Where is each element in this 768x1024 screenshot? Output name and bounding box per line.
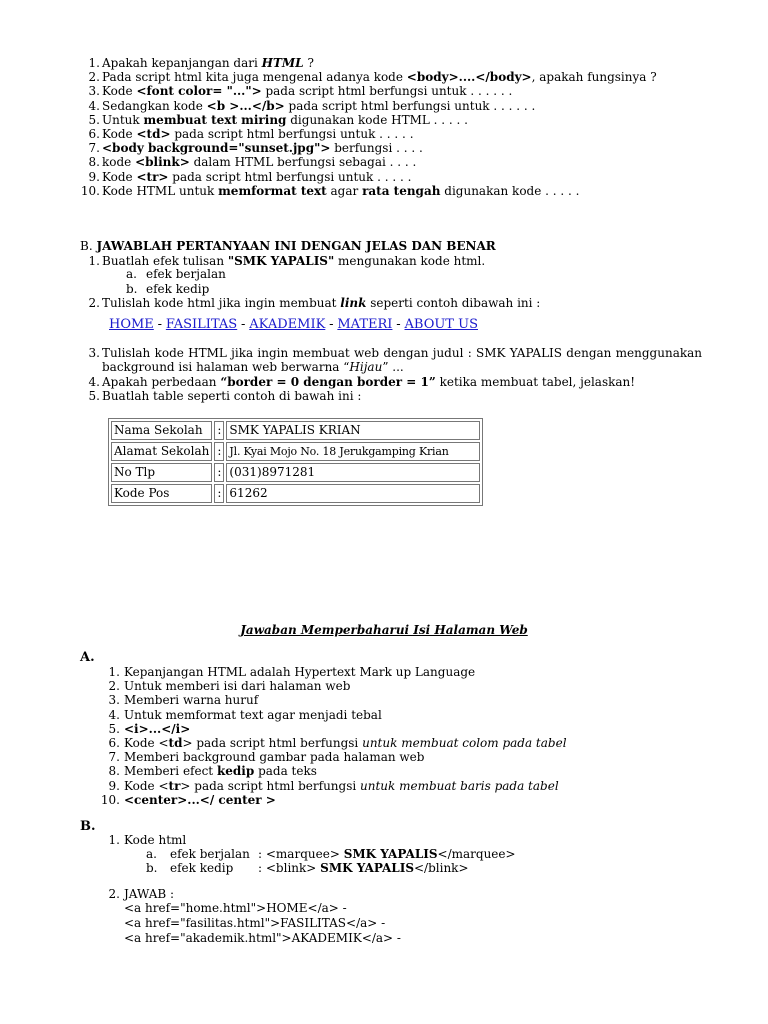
sub-letter: b. xyxy=(146,861,158,875)
item-number: 2. xyxy=(88,70,100,85)
question-number: 5. xyxy=(88,389,100,403)
item-text xyxy=(124,793,276,807)
item-text xyxy=(124,679,350,693)
link-separator: - xyxy=(396,317,401,332)
text-run: seperti contoh dibawah ini : xyxy=(366,296,541,310)
answer-number: 2. xyxy=(108,887,120,901)
question-b1-sub-b xyxy=(126,282,210,296)
sub-text: efek berjalan xyxy=(146,267,226,281)
text-run: agar xyxy=(326,183,363,198)
text-run: > pada script html berfungsi xyxy=(180,778,361,793)
text-run: Untuk memberi isi dari halaman web xyxy=(124,679,351,694)
text-run-bold: "SMK YAPALIS" xyxy=(227,254,335,268)
text-run: , apakah fungsinya ? xyxy=(531,70,657,85)
table-cell-colon: : xyxy=(214,484,224,503)
item-number: 1. xyxy=(108,665,120,679)
text-run: pada script html berfungsi untuk . . . . . . xyxy=(284,98,536,113)
item-number: 7. xyxy=(108,750,120,765)
answer-b2-code-line: <a href="akademik.html">AKADEMIK</a> - xyxy=(124,931,401,945)
item-number: 5. xyxy=(88,112,100,127)
table-cell-label: Alamat Sekolah xyxy=(111,442,212,461)
text-run: mengunakan kode html. xyxy=(334,254,486,268)
sub-letter: a. xyxy=(126,267,137,281)
table-cell-label: Nama Sekolah xyxy=(111,421,212,440)
code-bold: SMK YAPALIS xyxy=(343,847,438,861)
text-run: td xyxy=(168,736,183,750)
item-number: 8. xyxy=(88,155,100,170)
text-run: ketika membuat tabel, jelaskan! xyxy=(435,375,636,389)
text-run: <font color= "..."> xyxy=(136,84,262,99)
sub-letter: a. xyxy=(146,847,157,861)
question-text: Buatlah table seperti contoh di bawah ini : xyxy=(102,389,362,403)
link-separator: - xyxy=(329,317,334,332)
text-run: Kode xyxy=(102,169,137,184)
text-run: pada script html berfungsi untuk . . . . . . xyxy=(261,84,513,99)
table-cell-colon: : xyxy=(214,421,224,440)
section-b-letter: B. xyxy=(80,239,93,253)
sub-letter: b. xyxy=(126,282,138,296)
answers-a-letter: A. xyxy=(80,650,95,665)
text-run-bold: “border = 0 dengan border = 1” xyxy=(220,375,436,389)
colon: : xyxy=(258,847,263,861)
item-number: 6. xyxy=(108,736,120,750)
item-number: 9. xyxy=(108,778,120,793)
text-run: pada script html berfungsi untuk . . . . . xyxy=(168,169,412,184)
link-separator: - xyxy=(241,317,246,332)
item-number: 6. xyxy=(88,127,100,141)
item-text xyxy=(102,184,579,198)
text-run: <tr> xyxy=(136,169,169,184)
text-run: Memberi background gambar pada halaman web xyxy=(124,750,425,765)
item-text xyxy=(124,693,258,707)
table-cell-label: Kode Pos xyxy=(111,484,212,503)
text-run: Memberi warna huruf xyxy=(124,693,259,708)
text-run: memformat text xyxy=(218,183,327,198)
text-run: Tulislah kode HTML jika ingin membuat web dengan judul : SMK YAPALIS dengan menggunakan background isi halaman web berwarna “ xyxy=(102,346,702,374)
item-number: 3. xyxy=(108,693,120,708)
question-number: 4. xyxy=(88,375,100,389)
item-text xyxy=(124,722,190,736)
question-number: 1. xyxy=(88,254,100,268)
text-run: > pada script html berfungsi xyxy=(182,736,363,750)
question-text xyxy=(102,254,485,268)
answers-b-letter: B. xyxy=(80,819,96,834)
item-text xyxy=(124,779,559,793)
item-text xyxy=(102,70,657,84)
answer-text: JAWAB : xyxy=(124,887,175,901)
text-run: berfungsi . . . . xyxy=(330,141,423,156)
text-run: Sedangkan kode xyxy=(102,98,207,113)
text-run: dalam HTML berfungsi sebagai . . . . xyxy=(189,155,417,170)
text-run: ” ... xyxy=(382,360,404,374)
sub-code xyxy=(258,861,469,875)
link-about-us[interactable]: ABOUT US xyxy=(404,317,478,332)
table-cell-value: 61262 xyxy=(226,484,480,503)
code-close: </blink> xyxy=(414,861,469,875)
item-number: 10. xyxy=(100,792,120,807)
answer-number: 1. xyxy=(108,833,120,847)
question-text xyxy=(102,296,540,310)
item-number: 7. xyxy=(88,141,100,156)
question-b3-text xyxy=(102,346,702,374)
text-run: <body>....</body> xyxy=(406,70,532,85)
link-home[interactable]: HOME xyxy=(109,317,154,332)
text-run: Apakah perbedaan xyxy=(102,375,221,389)
text-run: Kode < xyxy=(124,778,169,793)
item-text xyxy=(124,750,424,764)
text-run: Memberi efect xyxy=(124,764,217,779)
text-run: Kode xyxy=(102,84,137,99)
question-number: 3. xyxy=(88,346,100,360)
sub-label: efek berjalan xyxy=(170,847,250,861)
sub-label: efek kedip xyxy=(170,861,234,875)
text-run: digunakan kode HTML . . . . . xyxy=(286,112,468,127)
question-text xyxy=(102,375,635,389)
item-number: 5. xyxy=(108,721,120,736)
item-number: 4. xyxy=(88,98,100,113)
text-run: Apakah kepanjangan dari xyxy=(102,56,262,70)
link-separator: - xyxy=(157,317,163,332)
question-b1-sub-a xyxy=(126,267,226,281)
text-run: untuk membuat colom pada tabel xyxy=(362,736,567,750)
text-run: <center>...</ center > xyxy=(124,792,276,807)
item-text xyxy=(102,84,512,98)
link-fasilitas[interactable]: FASILITAS xyxy=(165,317,238,332)
colon: : xyxy=(258,861,263,875)
text-run: kedip xyxy=(216,764,255,779)
example-nav-links xyxy=(109,317,478,332)
item-text xyxy=(102,113,468,127)
text-run: tr xyxy=(168,778,181,793)
sub-code xyxy=(258,847,516,861)
item-text xyxy=(124,708,382,722)
item-text xyxy=(102,99,535,113)
answers-heading-text: Jawaban Memperbaharui Isi Halaman Web xyxy=(240,623,528,637)
item-text xyxy=(124,764,317,778)
answers-heading xyxy=(0,623,768,637)
item-number: 1. xyxy=(88,56,100,70)
text-run: Kode xyxy=(102,127,137,141)
item-number: 2. xyxy=(108,679,120,694)
answer-b2-code-line: <a href="home.html">HOME</a> - xyxy=(124,901,347,915)
table-cell-label: No Tlp xyxy=(111,463,212,482)
text-run: <td> xyxy=(136,127,171,141)
code-close: </marquee> xyxy=(437,847,516,861)
text-run: digunakan kode . . . . . xyxy=(440,183,580,198)
text-run: Kepanjangan HTML adalah Hypertext Mark up Language xyxy=(124,665,476,679)
answer-b2-code-line: <a href="fasilitas.html">FASILITAS</a> - xyxy=(124,916,386,930)
text-run: pada teks xyxy=(254,764,317,779)
text-run: ? xyxy=(303,56,314,70)
item-number: 9. xyxy=(88,169,100,184)
text-run-italic: Hijau xyxy=(349,360,383,374)
text-run: <b >...</b> xyxy=(206,98,285,113)
code-bold: SMK YAPALIS xyxy=(320,861,414,875)
table-cell-colon: : xyxy=(214,442,224,461)
item-text xyxy=(124,665,475,679)
text-run: Buatlah efek tulisan xyxy=(102,254,228,268)
text-run: pada script html berfungsi untuk . . . . . xyxy=(170,127,414,141)
code-open: <marquee> xyxy=(265,847,344,861)
item-number: 10. xyxy=(80,183,100,198)
sub-text: efek kedip xyxy=(146,282,210,296)
code-open: <blink> xyxy=(265,861,321,875)
item-number: 8. xyxy=(108,764,120,779)
text-run: <i>...</i> xyxy=(124,721,191,736)
school-info-table xyxy=(108,418,483,506)
text-run: Kode HTML untuk xyxy=(102,183,219,198)
text-run: untuk membuat baris pada tabel xyxy=(360,778,559,793)
text-run: HTML xyxy=(261,56,304,70)
answer-text: Kode html xyxy=(124,833,187,847)
answer-b1-sub-b xyxy=(146,861,469,875)
table-cell-value: Jl. Kyai Mojo No. 18 Jerukgamping Krian xyxy=(226,442,480,461)
text-run: Untuk xyxy=(102,112,144,127)
table-cell-value: SMK YAPALIS KRIAN xyxy=(226,421,480,440)
link-materi[interactable]: MATERI xyxy=(337,317,393,332)
table-row xyxy=(111,463,480,482)
table-row xyxy=(111,442,480,461)
table-cell-colon: : xyxy=(214,463,224,482)
text-run: <blink> xyxy=(135,155,190,170)
text-run: Kode < xyxy=(124,736,169,750)
text-run: Tulislah kode html jika ingin membuat xyxy=(102,296,341,310)
answer-b1-sub-a xyxy=(146,847,516,861)
text-run: membuat text miring xyxy=(143,112,287,127)
item-number: 4. xyxy=(108,707,120,722)
table-cell-value: (031)8971281 xyxy=(226,463,480,482)
text-run: rata tengah xyxy=(362,183,441,198)
section-b-heading xyxy=(80,239,496,253)
item-text xyxy=(124,736,567,750)
text-run: kode xyxy=(102,155,136,170)
link-akademik[interactable]: AKADEMIK xyxy=(249,317,326,332)
table-row xyxy=(111,484,480,503)
question-number: 2. xyxy=(88,296,100,310)
item-text xyxy=(102,56,314,70)
text-run: Untuk memformat text agar menjadi tebal xyxy=(124,707,382,722)
item-text xyxy=(102,170,411,184)
section-b-title: JAWABLAH PERTANYAAN INI DENGAN JELAS DAN BENAR xyxy=(96,239,496,253)
item-text xyxy=(102,141,423,155)
item-text xyxy=(102,155,416,169)
table-row xyxy=(111,421,480,440)
item-text xyxy=(102,127,414,141)
item-number: 3. xyxy=(88,84,100,99)
text-run-bold: link xyxy=(340,296,367,310)
text-run: <body background="sunset.jpg"> xyxy=(102,141,331,156)
text-run: Pada script html kita juga mengenal adanya kode xyxy=(102,70,407,85)
